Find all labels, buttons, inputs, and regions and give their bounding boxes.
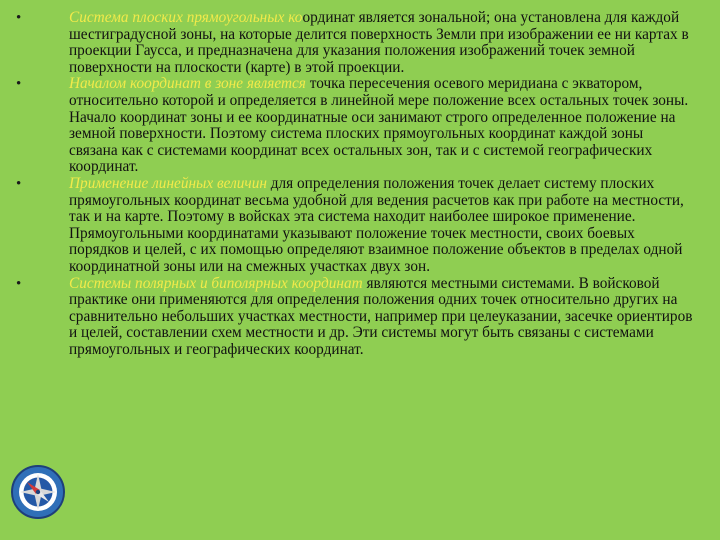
bullet-text: являются местными системами. В войсковой практике они применяются для определения положения одних точек относительно других на сравнительно небольших участках местности, например при целеуказании, засечке ориентиров и целей, составлении схем местности и др. Эти системы могут быть связаны с системами прямоугольных и географических координат. (69, 274, 693, 358)
bullet-marker: • (16, 10, 22, 26)
bullet-marker: • (16, 175, 22, 192)
bullet-highlight: Система плоских прямоугольных ко (69, 9, 303, 26)
bullet-marker: • (16, 76, 22, 93)
compass-icon (10, 464, 66, 520)
bullet-highlight: Системы полярных и биполярных координат (69, 274, 363, 292)
bullet-highlight: Началом координат в зоне является (69, 75, 306, 93)
bullet-item (14, 276, 694, 359)
bullet-text: ординат является зональной; она установлена для каждой шестиградусной зоны, на которые делится поверхность Земли при изображении ее ни картах в проекции Гаусса, и предназначена для указания положения изображений точек земной поверхности на плоскости (карте) в этой проекции. (69, 9, 689, 76)
bullet-item (14, 10, 694, 76)
bullet-text: точка пересечения осевого меридиана с экватором, относительно которой и определяется в линейной мере положение всех остальных точек зоны. Начало координат зоны и ее координатные оси занимают строго определенное положение на земной поверхности. Поэтому система плоских прямоугольных координат каждой зоны связана как с системами координат всех остальных зон, так и с системой географических координат. (69, 75, 689, 176)
bullet-marker: • (16, 275, 22, 292)
bullet-item (14, 76, 694, 176)
bullet-highlight: Применение линейных величин (69, 174, 267, 192)
bullet-list (14, 10, 694, 358)
bullet-text: для определения положения точек делает систему плоских прямоугольных координат весьма удобной для ведения расчетов как при работе на местности, так и на карте. Поэтому в войсках эта система находит наиболее широкое применение. Прямоугольными координатами указывают положение точек местности, своих боевых порядков и целей, с их помощью определяют взаимное положение объектов в пределах одной координатной зоны или на смежных участках двух зон. (69, 174, 684, 275)
bullet-item (14, 176, 694, 276)
